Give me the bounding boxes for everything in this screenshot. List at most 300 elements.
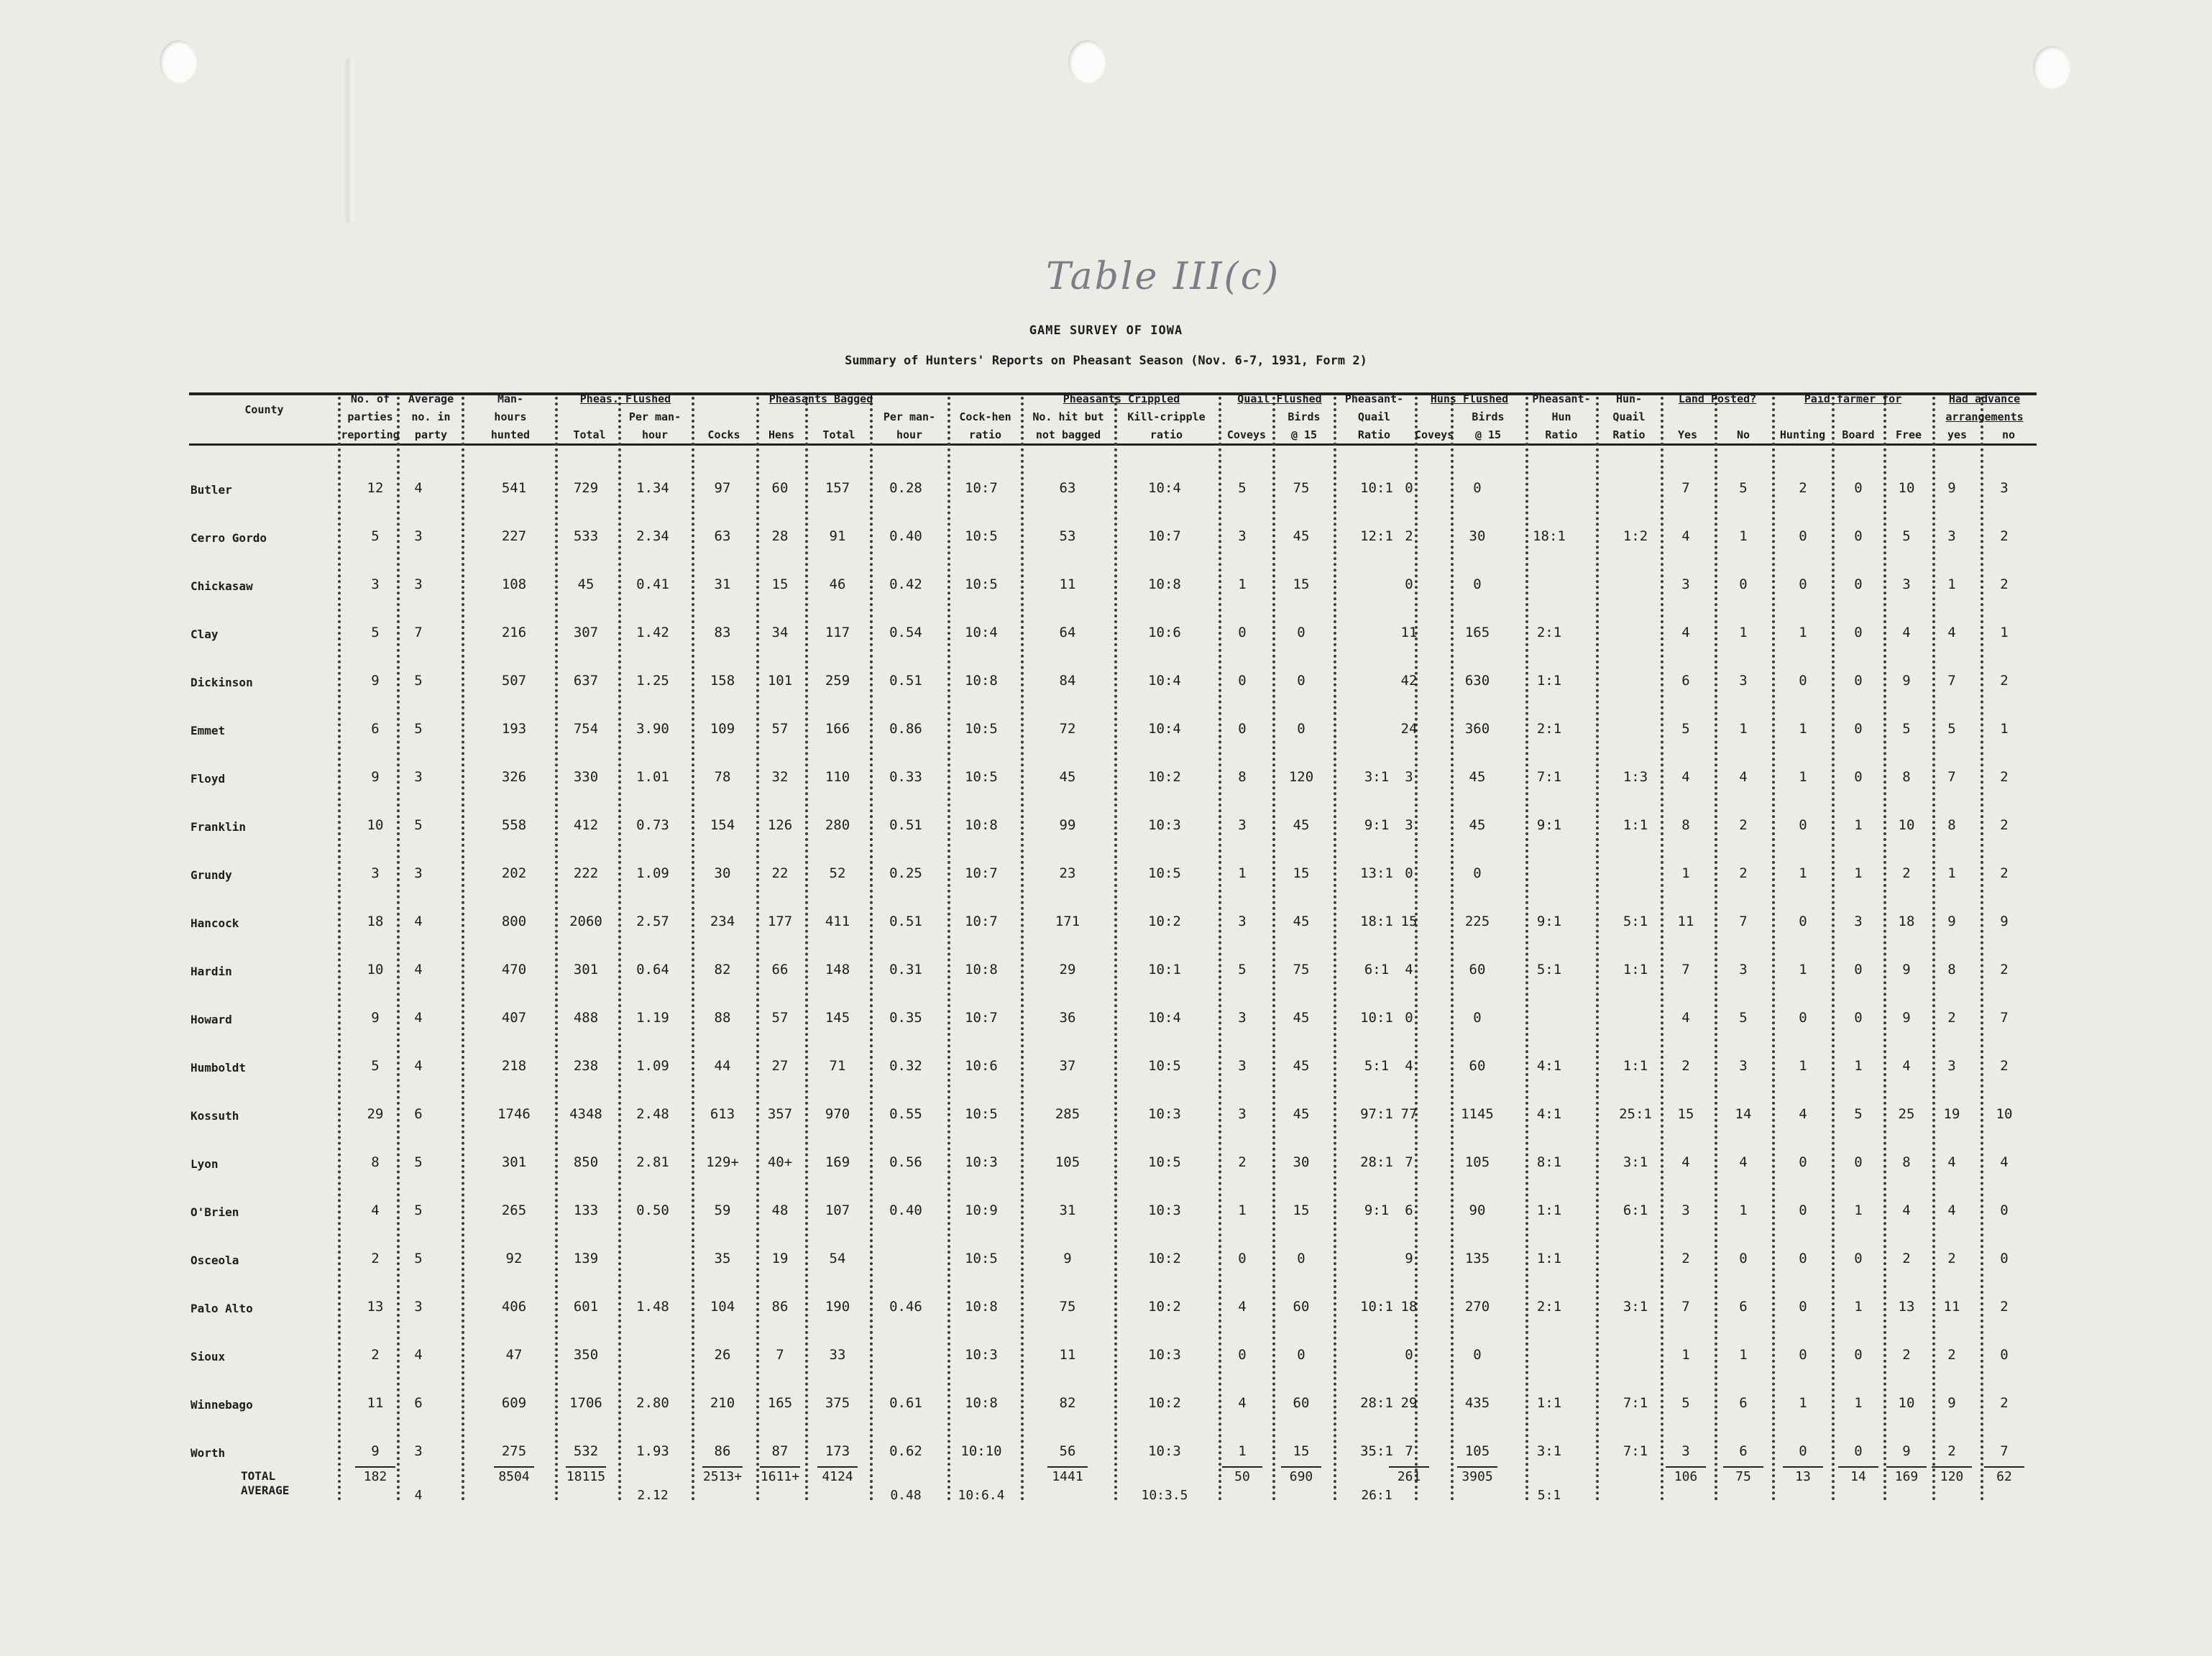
column-header: Cocks (707, 428, 740, 441)
average-label: AVERAGE (241, 1484, 290, 1497)
table-cell: 1746 (497, 1106, 531, 1122)
table-cell: 18:1 (1360, 914, 1393, 929)
table-cell: 3 (1238, 817, 1247, 833)
table-cell: 3 (1854, 914, 1863, 929)
total-value: 182 (363, 1469, 387, 1484)
table-cell: 6 (371, 721, 380, 737)
table-cell: 109 (710, 721, 735, 737)
table-cell: 3 (1947, 528, 1956, 544)
table-cell: 9 (1063, 1251, 1072, 1266)
table-cell: 18 (1400, 1299, 1418, 1315)
column-header: Cock-hen ratio (959, 410, 1011, 441)
table-cell: 15 (1677, 1106, 1694, 1122)
table-cell: 10:3 (1148, 1347, 1181, 1363)
table-cell: 0 (1405, 576, 1413, 592)
table-cell: 0.33 (889, 769, 922, 785)
total-underline (1281, 1466, 1321, 1468)
column-separator (338, 397, 341, 1501)
table-cell: 301 (501, 1154, 527, 1170)
table-cell: 10:9 (965, 1202, 998, 1218)
table-cell: 165 (1464, 625, 1490, 640)
table-cell: 5 (371, 1058, 380, 1074)
table-cell: 1145 (1461, 1106, 1494, 1122)
table-cell: 1 (1238, 576, 1247, 592)
table-cell: 9 (1947, 1395, 1956, 1411)
table-cell: 970 (825, 1106, 850, 1122)
table-cell: 45 (577, 576, 595, 592)
table-cell: 6 (1405, 1202, 1413, 1218)
average-value: 0.48 (890, 1488, 922, 1503)
table-cell: 1 (1854, 1395, 1863, 1411)
table-cell: 412 (573, 817, 599, 833)
table-cell: 5 (1902, 721, 1911, 737)
table-cell: 190 (825, 1299, 850, 1315)
average-value: 2.12 (637, 1488, 669, 1503)
table-cell: 3:1 (1364, 769, 1390, 785)
column-header: no (2001, 428, 2016, 441)
table-cell: 0 (1297, 1251, 1305, 1266)
table-cell: 45 (1469, 817, 1486, 833)
table-cell: 0 (1297, 721, 1305, 737)
table-cell: 45 (1293, 528, 1310, 544)
column-header: Hun- Quail Ratio (1612, 392, 1646, 441)
table-cell: 4 (1681, 769, 1690, 785)
table-cell: 1 (1739, 625, 1748, 640)
table-cell: 0 (1854, 1443, 1863, 1459)
table-cell: 0 (1297, 625, 1305, 640)
column-header: Quail Flushed (1237, 392, 1322, 405)
table-cell: 28:1 (1360, 1395, 1393, 1411)
column-header: Paid farmer for (1804, 392, 1902, 405)
table-cell: 60 (771, 480, 789, 496)
table-cell: 0.61 (889, 1395, 922, 1411)
table-cell: 1 (1854, 817, 1863, 833)
table-cell: 10:8 (1148, 576, 1181, 592)
table-cell: 532 (573, 1443, 599, 1459)
table-cell: 10:3 (1148, 817, 1181, 833)
table-cell: 12:1 (1360, 528, 1393, 544)
table-cell: 177 (767, 914, 793, 929)
total-underline (355, 1466, 395, 1468)
table-cell: 1.09 (636, 865, 669, 881)
table-cell: 2 (2000, 865, 2009, 881)
table-cell: 10:7 (965, 1010, 998, 1026)
table-cell: 0.55 (889, 1106, 922, 1122)
table-cell: 7:1 (1623, 1395, 1648, 1411)
column-separator (1932, 397, 1935, 1501)
table-cell: 0 (1799, 1010, 1807, 1026)
table-cell: 34 (771, 625, 789, 640)
column-header: Average no. in party (408, 392, 454, 441)
total-underline (1457, 1466, 1497, 1468)
table-cell: 1.19 (636, 1010, 669, 1026)
table-cell: 637 (573, 673, 599, 689)
table-cell: 66 (771, 962, 789, 978)
table-cell: 800 (501, 914, 527, 929)
column-separator (397, 397, 400, 1501)
total-value: 1611+ (760, 1469, 800, 1484)
table-cell: 78 (714, 769, 731, 785)
table-cell: 37 (1059, 1058, 1076, 1074)
table-cell: 7:1 (1623, 1443, 1648, 1459)
table-cell: 9 (371, 769, 380, 785)
table-cell: 4 (2000, 1154, 2009, 1170)
table-cell: 30 (714, 865, 731, 881)
page-subtitle: Summary of Hunters' Reports on Pheasant Season (Nov. 6-7, 1931, Form 2) (845, 354, 1367, 368)
column-separator (1832, 397, 1835, 1501)
table-cell: 5 (1739, 1010, 1748, 1026)
table-cell: 4 (1238, 1299, 1247, 1315)
table-cell: 139 (573, 1251, 599, 1266)
column-header: County (244, 403, 284, 416)
table-cell: 99 (1059, 817, 1076, 833)
table-cell: 82 (714, 962, 731, 978)
table-cell: 2.48 (636, 1106, 669, 1122)
column-header: No (1736, 428, 1750, 441)
table-cell: 275 (501, 1443, 527, 1459)
table-cell: 0 (1854, 1347, 1863, 1363)
total-underline (1984, 1466, 2024, 1468)
table-cell: 0 (1854, 625, 1863, 640)
table-cell: 2:1 (1536, 1299, 1562, 1315)
punch-hole-middle (1068, 40, 1106, 83)
column-separator (1451, 397, 1454, 1501)
table-cell: 9 (1902, 673, 1911, 689)
average-value: 10:3.5 (1141, 1488, 1188, 1503)
table-cell: 7 (776, 1347, 784, 1363)
table-cell: 0 (1799, 1251, 1807, 1266)
table-cell: 4 (1947, 1202, 1956, 1218)
table-cell: 117 (825, 625, 850, 640)
table-cell: 0.64 (636, 962, 669, 978)
total-underline (1389, 1466, 1429, 1468)
column-header: Land Posted? (1678, 392, 1757, 405)
table-cell: 2 (1947, 1251, 1956, 1266)
table-cell: 0 (1405, 1010, 1413, 1026)
table-cell: 7 (2000, 1010, 2009, 1026)
table-cell: 71 (829, 1058, 846, 1074)
column-header: Pheasants Crippled (1063, 392, 1180, 405)
table-cell: 5:1 (1536, 962, 1562, 978)
table-cell: 2 (371, 1251, 380, 1266)
table-cell: 3.90 (636, 721, 669, 737)
table-cell: 3 (1238, 1106, 1247, 1122)
table-cell: 166 (825, 721, 850, 737)
table-cell: 4 (1902, 1202, 1911, 1218)
table-cell: 7 (1739, 914, 1748, 929)
table-cell: 0.54 (889, 625, 922, 640)
table-cell: 10:6 (1148, 625, 1181, 640)
table-cell: 10:2 (1148, 914, 1181, 929)
page-title: GAME SURVEY OF IOWA (1029, 323, 1183, 338)
table-cell: 10:5 (965, 769, 998, 785)
table-cell: 1 (1238, 1202, 1247, 1218)
table-cell: 105 (1464, 1443, 1490, 1459)
column-header: Total (822, 428, 855, 441)
table-cell: 57 (771, 721, 789, 737)
table-cell: 4 (1681, 528, 1690, 544)
table-cell: 5 (1854, 1106, 1863, 1122)
county-name: Cerro Gordo (191, 531, 267, 545)
table-cell: 165 (767, 1395, 793, 1411)
table-cell: 5 (1739, 480, 1748, 496)
table-cell: 360 (1464, 721, 1490, 737)
table-cell: 2 (2000, 576, 2009, 592)
table-cell: 5 (414, 1251, 423, 1266)
county-name: Palo Alto (191, 1302, 253, 1315)
total-underline (1222, 1466, 1262, 1468)
table-cell: 2.57 (636, 914, 669, 929)
column-header: Yes (1677, 428, 1698, 441)
table-cell: 2 (1681, 1251, 1690, 1266)
table-cell: 1.25 (636, 673, 669, 689)
table-cell: 0 (2000, 1251, 2009, 1266)
table-cell: 28:1 (1360, 1154, 1393, 1170)
table-cell: 2:1 (1536, 625, 1562, 640)
table-cell: 18 (367, 914, 384, 929)
table-cell: 10 (1898, 1395, 1915, 1411)
table-cell: 105 (1464, 1154, 1490, 1170)
table-cell: 148 (825, 962, 850, 978)
table-cell: 5 (371, 528, 380, 544)
table-cell: 104 (710, 1299, 735, 1315)
county-name: Sioux (191, 1350, 226, 1363)
table-cell: 15 (1293, 576, 1310, 592)
table-cell: 10:10 (960, 1443, 1002, 1459)
table-cell: 507 (501, 673, 527, 689)
table-cell: 1:1 (1536, 1395, 1562, 1411)
table-cell: 0.46 (889, 1299, 922, 1315)
table-cell: 5 (1902, 528, 1911, 544)
table-cell: 108 (501, 576, 527, 592)
table-cell: 1 (1854, 865, 1863, 881)
table-cell: 10:7 (965, 914, 998, 929)
table-cell: 7 (1947, 769, 1956, 785)
table-cell: 7 (1681, 962, 1690, 978)
table-cell: 0 (1799, 914, 1807, 929)
table-cell: 10:2 (1148, 1299, 1181, 1315)
table-cell: 7 (1681, 1299, 1690, 1315)
table-cell: 6 (414, 1395, 423, 1411)
table-cell: 10:2 (1148, 1395, 1181, 1411)
table-cell: 8 (1681, 817, 1690, 833)
table-cell: 46 (829, 576, 846, 592)
table-cell: 10:2 (1148, 1251, 1181, 1266)
table-cell: 11 (1059, 576, 1076, 592)
table-cell: 9 (2000, 914, 2009, 929)
table-cell: 4 (1405, 1058, 1413, 1074)
table-cell: 27 (771, 1058, 789, 1074)
table-cell: 11 (1400, 625, 1418, 640)
table-cell: 3 (414, 528, 423, 544)
column-header: Man- hours hunted (490, 392, 531, 441)
total-value: 261 (1397, 1469, 1421, 1484)
table-cell: 9:1 (1364, 1202, 1390, 1218)
table-cell: 2.34 (636, 528, 669, 544)
table-cell: 10:1 (1360, 1010, 1393, 1026)
total-underline (1886, 1466, 1927, 1468)
table-cell: 48 (771, 1202, 789, 1218)
county-name: O'Brien (191, 1205, 239, 1219)
county-name: Emmet (191, 724, 226, 737)
table-cell: 24 (1400, 721, 1418, 737)
county-name: Grundy (191, 868, 232, 882)
county-name: Dickinson (191, 676, 253, 689)
table-cell: 1.48 (636, 1299, 669, 1315)
table-cell: 0 (2000, 1347, 2009, 1363)
table-cell: 10 (367, 817, 384, 833)
table-cell: 11 (367, 1395, 384, 1411)
table-cell: 1 (1681, 1347, 1690, 1363)
table-cell: 0.62 (889, 1443, 922, 1459)
table-cell: 10:4 (1148, 673, 1181, 689)
table-cell: 729 (573, 480, 599, 496)
table-cell: 0 (1854, 480, 1863, 496)
table-cell: 2 (2000, 673, 2009, 689)
table-cell: 9 (371, 1010, 380, 1026)
column-header: Huns Flushed (1430, 392, 1509, 405)
punch-hole-right (2033, 46, 2070, 89)
table-cell: 32 (771, 769, 789, 785)
table-cell: 9:1 (1536, 914, 1562, 929)
table-cell: 45 (1293, 1010, 1310, 1026)
column-header: Hens (768, 428, 795, 441)
table-cell: 3 (1681, 576, 1690, 592)
table-cell: 0.31 (889, 962, 922, 978)
table-cell: 7 (1681, 480, 1690, 496)
table-cell: 10 (1996, 1106, 2013, 1122)
table-cell: 2 (1947, 1010, 1956, 1026)
table-cell: 10:2 (1148, 769, 1181, 785)
table-cell: 285 (1055, 1106, 1080, 1122)
total-value: 18115 (566, 1469, 606, 1484)
total-value: 8504 (498, 1469, 530, 1484)
table-cell: 5 (1238, 962, 1247, 978)
table-cell: 13:1 (1360, 865, 1393, 881)
table-cell: 10:5 (965, 528, 998, 544)
table-cell: 7 (1405, 1443, 1413, 1459)
table-cell: 45 (1293, 914, 1310, 929)
table-cell: 609 (501, 1395, 527, 1411)
table-cell: 158 (710, 673, 735, 689)
table-cell: 101 (767, 673, 793, 689)
table-cell: 0 (1799, 817, 1807, 833)
table-cell: 4 (1739, 1154, 1748, 1170)
table-cell: 29 (1400, 1395, 1418, 1411)
table-cell: 4348 (569, 1106, 602, 1122)
table-cell: 10:7 (1148, 528, 1181, 544)
table-cell: 0 (1854, 576, 1863, 592)
table-cell: 57 (771, 1010, 789, 1026)
table-cell: 54 (829, 1251, 846, 1266)
table-cell: 375 (825, 1395, 850, 1411)
total-value: 169 (1894, 1469, 1919, 1484)
table-cell: 2 (1902, 1347, 1911, 1363)
county-name: Franklin (191, 820, 247, 834)
column-header: Had advance arrangements (1945, 392, 2024, 423)
table-cell: 3 (1238, 914, 1247, 929)
table-cell: 265 (501, 1202, 527, 1218)
total-underline (1666, 1466, 1706, 1468)
column-separator (1883, 397, 1886, 1501)
table-cell: 2 (1947, 1347, 1956, 1363)
table-cell: 8 (1947, 962, 1956, 978)
table-cell: 10:8 (965, 1395, 998, 1411)
table-cell: 126 (767, 817, 793, 833)
table-cell: 0.28 (889, 480, 922, 496)
table-cell: 3 (414, 576, 423, 592)
table-cell: 0 (1238, 625, 1247, 640)
table-cell: 357 (767, 1106, 793, 1122)
table-cell: 10:8 (965, 817, 998, 833)
table-cell: 1 (1799, 1058, 1807, 1074)
column-separator (1114, 397, 1117, 1501)
table-cell: 1:1 (1536, 1251, 1562, 1266)
table-cell: 9 (371, 1443, 380, 1459)
table-cell: 11 (1677, 914, 1694, 929)
table-cell: 4 (414, 962, 423, 978)
table-cell: 4 (1681, 625, 1690, 640)
table-cell: 3 (414, 769, 423, 785)
county-name: Hancock (191, 916, 239, 930)
table-cell: 0 (1799, 1299, 1807, 1315)
table-cell: 15 (1293, 1443, 1310, 1459)
total-underline (566, 1466, 606, 1468)
column-separator (1981, 397, 1983, 1501)
table-cell: 1.93 (636, 1443, 669, 1459)
table-cell: 91 (829, 528, 846, 544)
table-cell: 0 (1854, 528, 1863, 544)
table-cell: 3 (1238, 1010, 1247, 1026)
table-cell: 330 (573, 769, 599, 785)
table-cell: 10 (367, 962, 384, 978)
table-cell: 0 (1297, 673, 1305, 689)
table-cell: 0 (1238, 1347, 1247, 1363)
table-cell: 0 (1854, 769, 1863, 785)
table-cell: 4 (1681, 1154, 1690, 1170)
table-cell: 75 (1293, 480, 1310, 496)
average-value: 4 (414, 1488, 423, 1503)
table-cell: 488 (573, 1010, 599, 1026)
table-cell: 10:3 (1148, 1106, 1181, 1122)
table-cell: 754 (573, 721, 599, 737)
table-cell: 1.09 (636, 1058, 669, 1074)
column-separator (1415, 397, 1418, 1501)
table-cell: 558 (501, 817, 527, 833)
table-cell: 45 (1059, 769, 1076, 785)
table-cell: 75 (1059, 1299, 1076, 1315)
table-cell: 90 (1469, 1202, 1486, 1218)
punch-hole-left (160, 40, 197, 83)
table-cell: 533 (573, 528, 599, 544)
average-value: 10:6.4 (958, 1488, 1005, 1503)
table-cell: 4 (414, 1010, 423, 1026)
table-cell: 10:7 (965, 480, 998, 496)
table-cell: 12 (367, 480, 384, 496)
table-cell: 1 (1739, 528, 1748, 544)
table-cell: 4 (414, 1347, 423, 1363)
column-header: Board (1842, 428, 1875, 441)
table-cell: 1706 (569, 1395, 602, 1411)
column-separator (462, 397, 464, 1501)
table-cell: 1 (2000, 721, 2009, 737)
table-cell: 8 (371, 1154, 380, 1170)
column-header: yes (1947, 428, 1968, 441)
county-name: Humboldt (191, 1061, 247, 1075)
table-cell: 4 (1238, 1395, 1247, 1411)
table-cell: 0.50 (636, 1202, 669, 1218)
county-name: Hardin (191, 965, 232, 978)
